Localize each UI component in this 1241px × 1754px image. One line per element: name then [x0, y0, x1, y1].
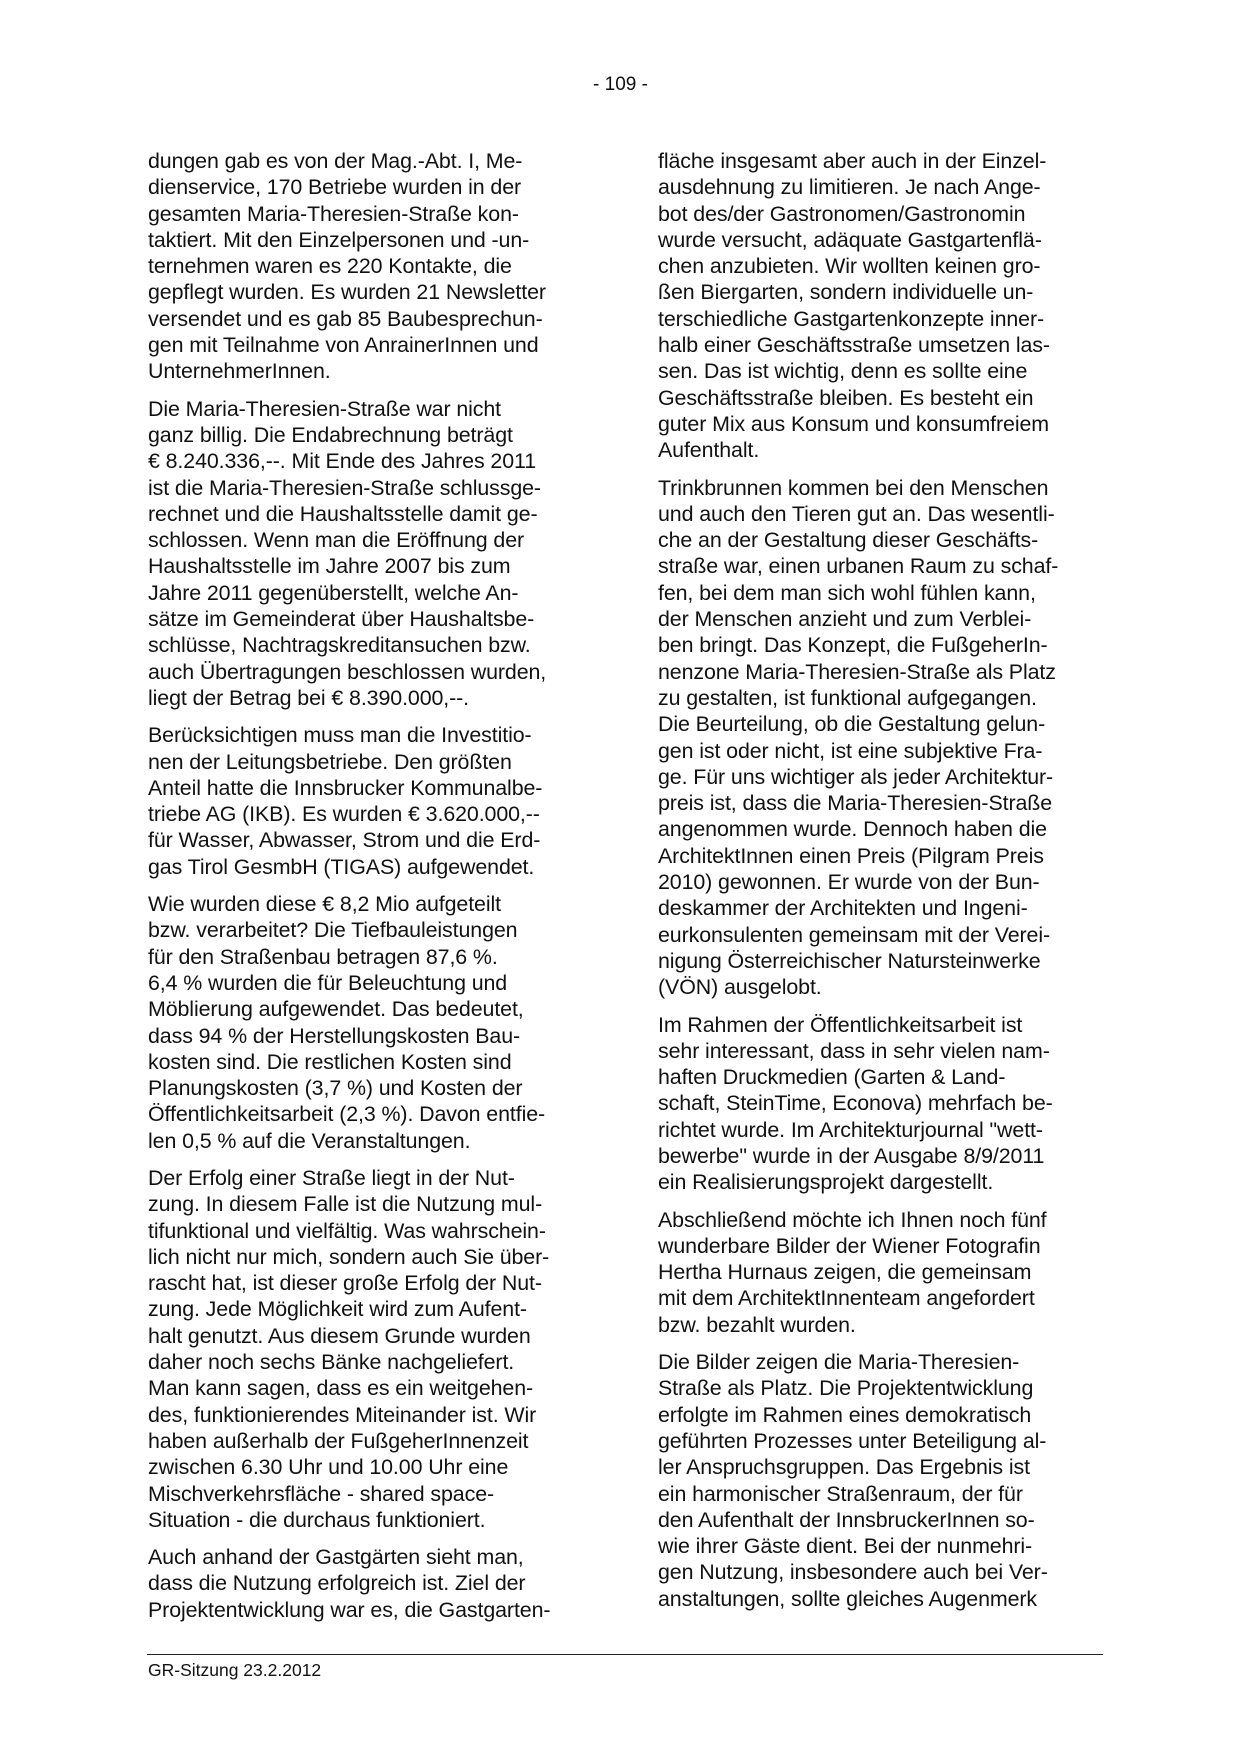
text-line: zu gestalten, ist funktional aufgegangen. — [658, 685, 1037, 710]
text-line: zung. Jede Möglichkeit wird zum Aufent- — [148, 1297, 527, 1322]
text-line: 2010) gewonnen. Er wurde von der Bun- — [658, 870, 1040, 895]
text-line: deskammer der Architekten und Ingeni- — [658, 896, 1028, 921]
text-line: ternehmen waren es 220 Kontakte, die — [148, 254, 512, 279]
text-line: gen Nutzung, insbesondere auch bei Ver- — [658, 1560, 1048, 1585]
text-line: Aufenthalt. — [658, 438, 760, 463]
text-line: bzw. bezahlt wurden. — [658, 1312, 856, 1337]
text-line: 6,4 % wurden die für Beleuchtung und — [148, 970, 508, 995]
text-line: Planungskosten (3,7 %) und Kosten der — [148, 1076, 523, 1101]
text-line: wie ihrer Gäste dient. Bei der nunmehri- — [658, 1534, 1033, 1559]
text-line: den Aufenthalt der InnsbruckerInnen so- — [658, 1507, 1035, 1532]
text-line: Geschäftsstraße bleiben. Es besteht ein — [658, 385, 1034, 410]
paragraph — [658, 1207, 1100, 1338]
text-line: liegt der Betrag bei € 8.390.000,--. — [148, 685, 470, 710]
text-line: Anteil hatte die Innsbrucker Kommunalbe- — [148, 775, 543, 800]
text-line: der Menschen anzieht und zum Verblei- — [658, 607, 1032, 632]
text-line: Wie wurden diese € 8,2 Mio aufgeteilt — [148, 892, 502, 917]
text-line: Berücksichtigen muss man die Investitio- — [148, 723, 532, 748]
text-line: Projektentwicklung war es, die Gastgarten- — [148, 1597, 551, 1622]
text-line: halb einer Geschäftsstraße umsetzen las- — [658, 333, 1050, 358]
text-line: straße war, einen urbanen Raum zu schaf- — [658, 554, 1059, 579]
text-line: Hertha Hurnaus zeigen, die gemeinsam — [658, 1260, 1032, 1285]
text-line: für Wasser, Abwasser, Strom und die Erd- — [148, 828, 541, 853]
text-line: taktiert. Mit den Einzelpersonen und -un- — [148, 227, 530, 252]
footer-session-label: GR-Sitzung 23.2.2012 — [148, 1660, 322, 1680]
text-line: chen anzubieten. Wir wollten keinen gro- — [658, 254, 1041, 279]
text-line: zung. In diesem Falle ist die Nutzung mul- — [148, 1192, 543, 1217]
text-line: ganz billig. Die Endabrechnung beträgt — [148, 422, 513, 447]
text-line: ßen Biergarten, sondern individuelle un- — [658, 280, 1034, 305]
text-line: des, funktionierendes Miteinander ist. Wir — [148, 1402, 537, 1427]
text-line: € 8.240.336,--. Mit Ende des Jahres 2011 — [148, 449, 537, 474]
text-line: preis ist, dass die Maria-Theresien-Straße — [658, 791, 1053, 816]
text-line: versendet und es gab 85 Baubesprechun- — [148, 306, 543, 331]
footer-divider — [147, 1654, 1103, 1655]
text-line: und auch den Tieren gut an. Das wesentli- — [658, 501, 1055, 526]
text-line: dass die Nutzung erfolgreich ist. Ziel der — [148, 1571, 526, 1596]
paragraph — [658, 148, 1100, 464]
text-line: bot des/der Gastronomen/Gastronomin — [658, 201, 1026, 226]
text-line: richtet wurde. Im Architekturjournal "wett- — [658, 1117, 1043, 1142]
text-line: fläche insgesamt aber auch in der Einzel- — [658, 149, 1047, 173]
text-line: sätze im Gemeinderat über Haushaltsbe- — [148, 607, 535, 632]
paragraph — [658, 475, 1100, 1001]
text-line: Man kann sagen, dass es ein weitgehen- — [148, 1376, 534, 1401]
text-line: sen. Das ist wichtig, denn es sollte eine — [658, 359, 1028, 384]
text-line: daher noch sechs Bänke nachgeliefert. — [148, 1350, 515, 1375]
text-line: geführten Prozesses unter Beteiligung al- — [658, 1428, 1047, 1453]
text-line: Mischverkehrsfläche - shared space- — [148, 1481, 495, 1506]
text-line: anstaltungen, sollte gleiches Augenmerk — [658, 1586, 1038, 1611]
paragraph — [148, 396, 590, 712]
paragraph — [148, 148, 590, 385]
text-line: bzw. verarbeitet? Die Tiefbauleistungen — [148, 918, 518, 943]
text-line: zwischen 6.30 Uhr und 10.00 Uhr eine — [148, 1455, 509, 1480]
right-text-column — [658, 148, 1100, 1623]
paragraph — [658, 1349, 1100, 1612]
text-line: wunderbare Bilder der Wiener Fotografin — [658, 1233, 1041, 1258]
text-line: Jahre 2011 gegenüberstellt, welche An- — [148, 580, 519, 605]
text-line: dienservice, 170 Betriebe wurden in der — [148, 175, 522, 200]
text-line: Situation - die durchaus funktioniert. — [148, 1507, 486, 1532]
text-line: haben außerhalb der FußgeherInnenzeit — [148, 1428, 529, 1453]
text-line: auch Übertragungen beschlossen wurden, — [148, 659, 547, 684]
text-line: ge. Für uns wichtiger als jeder Architektur- — [658, 764, 1054, 789]
text-line: (VÖN) ausgelobt. — [658, 975, 822, 1000]
text-line: ist die Maria-Theresien-Straße schlussge- — [148, 475, 541, 500]
text-line: bewerbe" wurde in der Ausgabe 8/9/2011 — [658, 1143, 1045, 1168]
text-line: Auch anhand der Gastgärten sieht man, — [148, 1545, 524, 1570]
text-line: dungen gab es von der Mag.-Abt. I, Me- — [148, 149, 523, 173]
text-line: schaft, SteinTime, Econova) mehrfach be- — [658, 1091, 1053, 1116]
text-line: Haushaltsstelle im Jahre 2007 bis zum — [148, 554, 511, 579]
text-line: guter Mix aus Konsum und konsumfreiem — [658, 411, 1050, 436]
text-line: haften Druckmedien (Garten & Land- — [658, 1065, 1006, 1090]
text-line: gen mit Teilnahme von AnrainerInnen und — [148, 333, 539, 358]
text-line: Öffentlichkeitsarbeit (2,3 %). Davon entfie- — [148, 1102, 546, 1127]
text-line: rascht hat, ist dieser große Erfolg der Nut- — [148, 1271, 542, 1296]
page-number: - 109 - — [593, 74, 648, 95]
text-line: ler Anspruchsgruppen. Das Ergebnis ist — [658, 1455, 1030, 1480]
paragraph — [148, 722, 590, 880]
text-line: Straße als Platz. Die Projektentwicklung — [658, 1376, 1034, 1401]
text-line: ArchitektInnen einen Preis (Pilgram Preis — [658, 843, 1044, 868]
text-line: nen der Leitungsbetriebe. Den größten — [148, 749, 512, 774]
text-line: Die Maria-Theresien-Straße war nicht — [148, 396, 502, 421]
text-line: Die Beurteilung, ob die Gestaltung gelun- — [658, 712, 1046, 737]
text-line: mit dem ArchitektInnenteam angefordert — [658, 1286, 1035, 1311]
text-line: Möblierung aufgewendet. Das bedeutet, — [148, 997, 524, 1022]
text-line: sehr interessant, dass in sehr vielen nam- — [658, 1038, 1050, 1063]
text-line: fen, bei dem man sich wohl fühlen kann, — [658, 580, 1036, 605]
text-line: halt genutzt. Aus diesem Grunde wurden — [148, 1323, 531, 1348]
text-line: schlüsse, Nachtragskreditansuchen bzw. — [148, 633, 531, 658]
text-line: len 0,5 % auf die Veranstaltungen. — [148, 1128, 471, 1153]
paragraph — [658, 1012, 1100, 1196]
text-line: gepflegt wurden. Es wurden 21 Newsletter — [148, 280, 546, 305]
text-line: ein harmonischer Straßenraum, der für — [658, 1481, 1023, 1506]
text-line: angenommen wurde. Dennoch haben die — [658, 817, 1047, 842]
paragraph — [148, 1544, 590, 1623]
text-line: für den Straßenbau betragen 87,6 %. — [148, 944, 498, 969]
text-line: UnternehmerInnen. — [148, 359, 331, 384]
text-line: ben bringt. Das Konzept, die FußgeherIn- — [658, 633, 1048, 658]
text-line: eurkonsulenten gemeinsam mit der Verei- — [658, 922, 1051, 947]
text-line: gen ist oder nicht, ist eine subjektive Fra- — [658, 738, 1043, 763]
text-line: ein Realisierungsprojekt dargestellt. — [658, 1170, 994, 1195]
text-line: Die Bilder zeigen die Maria-Theresien- — [658, 1350, 1020, 1375]
text-line: nenzone Maria-Theresien-Straße als Platz — [658, 659, 1056, 684]
text-line: lich nicht nur mich, sondern auch Sie über- — [148, 1244, 550, 1269]
text-line: Der Erfolg einer Straße liegt in der Nut- — [148, 1165, 515, 1190]
text-line: Trinkbrunnen kommen bei den Menschen — [658, 475, 1049, 500]
text-line: che an der Gestaltung dieser Geschäfts- — [658, 528, 1039, 553]
text-line: gesamten Maria-Theresien-Straße kon- — [148, 201, 519, 226]
left-text-column — [148, 148, 590, 1634]
text-line: nigung Österreichischer Natursteinwerke — [658, 948, 1041, 973]
text-line: schlossen. Wenn man die Eröffnung der — [148, 528, 525, 553]
text-line: wurde versucht, adäquate Gastgartenflä- — [658, 227, 1042, 252]
paragraph — [148, 891, 590, 1154]
text-line: ausdehnung zu limitieren. Je nach Ange- — [658, 175, 1041, 200]
text-line: rechnet und die Haushaltsstelle damit ge- — [148, 501, 538, 526]
text-line: terschiedliche Gastgartenkonzepte inner- — [658, 306, 1045, 331]
text-line: gas Tirol GesmbH (TIGAS) aufgewendet. — [148, 854, 535, 879]
text-line: Im Rahmen der Öffentlichkeitsarbeit ist — [658, 1012, 1023, 1037]
text-line: triebe AG (IKB). Es wurden € 3.620.000,-- — [148, 802, 540, 827]
text-line: tifunktional und vielfältig. Was wahrschein- — [148, 1218, 546, 1243]
paragraph — [148, 1165, 590, 1533]
text-line: erfolgte im Rahmen eines demokratisch — [658, 1402, 1032, 1427]
text-line: Abschließend möchte ich Ihnen noch fünf — [658, 1207, 1047, 1232]
text-line: dass 94 % der Herstellungskosten Bau- — [148, 1023, 521, 1048]
text-line: kosten sind. Die restlichen Kosten sind — [148, 1049, 512, 1074]
